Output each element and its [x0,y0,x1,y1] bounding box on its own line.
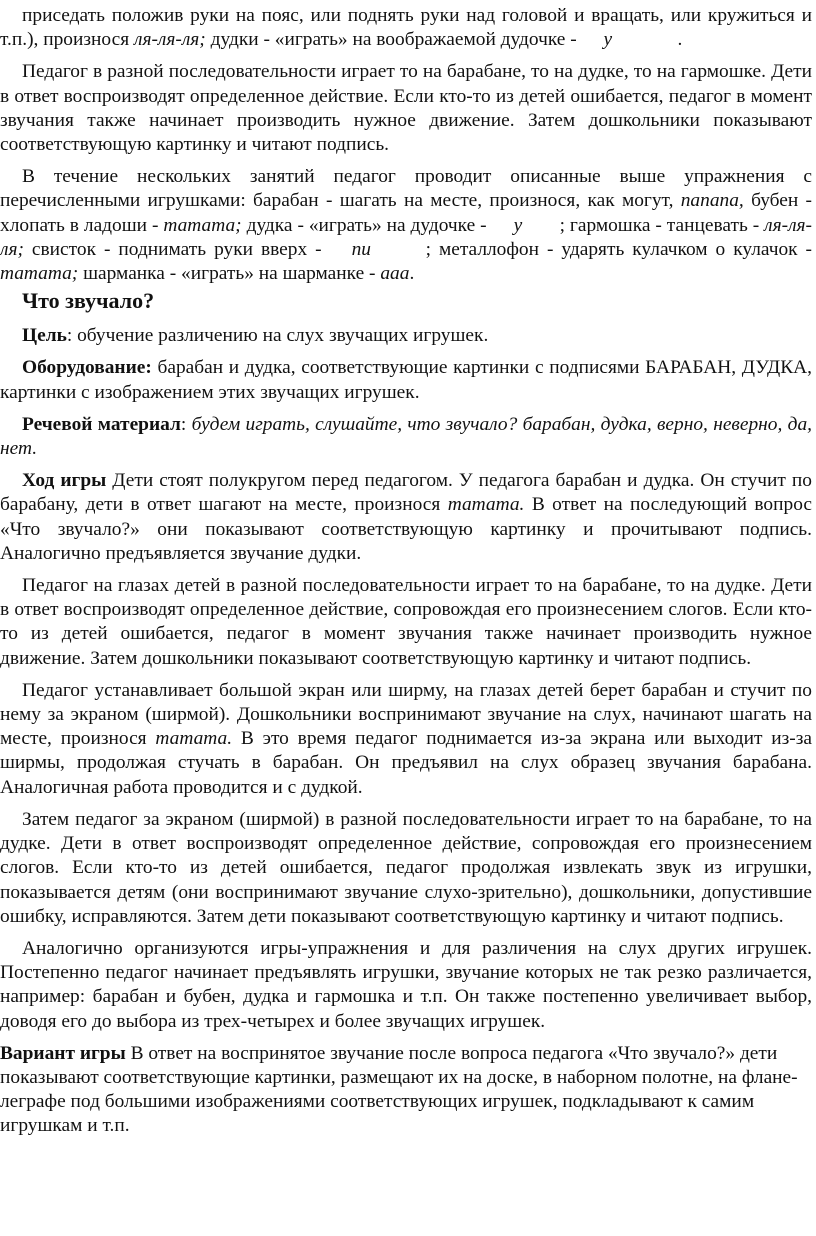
equipment-paragraph [0,356,812,404]
syllables-aaa: ааа [380,263,410,285]
variant-text: В ответ на воспринятое звучание после вопроса педагога «Что звучало?» дети показывают соответствующие картинки, размещают их на доске, в наборном полотне, на флане-леграфе под большими изображениями соответствующих игрушек, подкладывают к самим игрушкам и т.п. [0,1042,798,1137]
text-run: приседать положив руки на пояс, или поднять руки над головой и вращать, или кружиться и т.п.), произнося [0,5,812,51]
text-run: : [180,413,192,435]
text-run: В ответ на последующий вопрос «Что звучало?» они показывают соответствующую картинку и прочитывают подпись. Аналогично предъявляется звучание дудки. [0,494,812,564]
section-heading: Что звучало? [22,288,155,314]
syllables-tatata: татата. [155,728,233,750]
syllables-pi: пи [351,238,371,260]
syllables-papapa: папапа, [680,190,744,212]
variant-paragraph [0,1042,812,1139]
text-run: ; металлофон - ударять кулачком о кулачок - [425,238,812,260]
text-run: Дети стоят полукругом перед педагогом. У педагога барабан и дудка. Он стучит по барабану, дети в ответ шагают на месте, произнося [0,470,812,516]
syllables-tatata: татата. [447,494,525,516]
goal-text: : обучение различению на слух звучащих игрушек. [66,325,489,347]
speech-material-label: Речевой материал [22,413,181,435]
speech-material-paragraph [0,413,812,461]
paragraph-instruments: Педагог в разной последовательности играет то на барабане, то на дудке, то на гармошке. Дети в ответ воспроизводят определенное действие. Если кто-то из детей ошибается, педагог в момент звучания также начинает производить нужное движение. Затем дошкольники показывают соответствующую картинку и читают подпись. [0,61,812,156]
text-run: шарманка - «играть» на шарманке - [78,263,381,285]
syllables-tatata: татата; [0,263,79,285]
text-run: Педагог устанавливает большой экран или ширму, на глазах детей берет барабан и стучит по нему за экраном (ширмой). Дошкольники воспринимают звучание на слух, начинают шагать на месте, произнося [0,679,812,750]
equipment-text: барабан и дудка, соответствующие картинки с подписями БАРАБАН, ДУДКА, картинки с изображением этих звучащих игрушек. [0,357,812,403]
text-run: . [409,263,415,285]
text-run: В течение нескольких занятий педагог проводит описанные выше упражнения с перечисленными игрушками: барабан - шагать на месте, произнося, как могут, [0,166,812,212]
game-course-label: Ход игры [22,470,107,492]
text-run: свисток - поднимать руки вверх - [23,238,330,260]
syllables-tatata: татата; [163,214,242,236]
text-run: дудки - «играть» на воображаемой дудочке - [205,29,582,51]
text-run: В это время педагог поднимается из-за экрана или выходит из-за ширмы, продолжая стучать в барабан. Он предъявил на слух образец звучания барабана. Аналогичная работа проводится и с дудкой. [0,728,812,798]
text-run: ; гармошка - танцевать - [559,214,765,236]
text-run: бубен - хлопать в ладоши - [0,190,812,236]
paragraph-continuation [0,4,812,52]
paragraph-screen [0,679,812,800]
syllables-lyalyalya: ля-ля-ля; [133,29,206,51]
text-run: дудка - «играть» на дудочке - [241,214,492,236]
game-course-paragraph [0,469,812,566]
paragraph-sequence: Педагог на глазах детей в разной последовательности играет то на барабане, то на дудке. Дети в ответ воспроизводят определенное действие, сопровождая его произнесением слогов. Если кто-то из детей ошибается, педагог в момент звучания также начинает производить нужное движение. Затем дошкольники показывают соответствующую картинку и читают подпись. [0,575,812,669]
syllables-u: у [603,29,613,51]
paragraph-behind-screen: Затем педагог за экраном (ширмой) в разной последовательности играет то на барабане, то на дудке. Дети в ответ воспроизводят определенное действие, сопровождая его произнесением слогов. Если кто-то из детей ошибается, педагог продолжая извлекать звук из игрушки, показывается детям (они воспринимают звучание слухо-зрительно), дошкольники, допустившие ошибку, исправляются. Затем дети показывают соответствующую картинку и читают подпись. [0,808,812,927]
syllables-lyalyalya: ля-ля-ля; [0,214,812,260]
speech-material-text: будем играть, слушайте, что звучало? барабан, дудка, верно, неверно, да, нет. [0,413,812,460]
variant-label: Вариант игры [0,1042,126,1064]
syllables-u: у [513,214,523,236]
paragraph-other-toys: Аналогично организуются игры-упражнения и для различения на слух других игрушек. Постепенно педагог начинает предъявлять игрушки, звучание которых не так резко различается, например: барабан и бубен, дудка и гармошка и т.п. Он также постепенно увеличивает выбор, доводя его до выбора из трех-четырех и более звучащих игрушек. [0,937,812,1032]
paragraph-sessions [0,165,812,286]
goal-paragraph [0,324,812,348]
text-run: . [677,29,683,51]
goal-label: Цель [22,325,67,347]
equipment-label: Оборудование: [22,357,152,379]
